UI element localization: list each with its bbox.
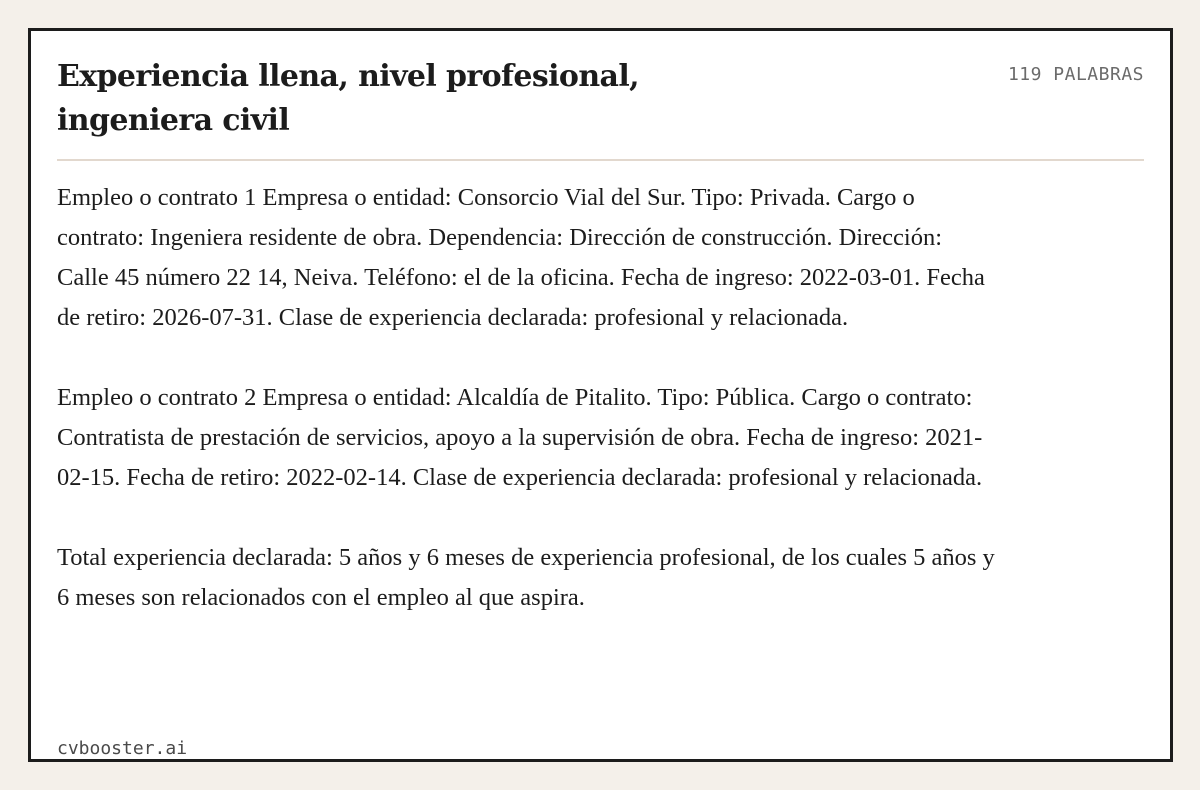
word-count-label: 119 PALABRAS	[1007, 64, 1144, 85]
paragraph-employment-2: Empleo o contrato 2 Empresa o entidad: Alcaldía de Pitalito. Tipo: Pública. Cargo o contrato: Contratista de prestación de servicios, apoyo a la supervisión de obra. Fecha de ingreso: 2021-02-15. Fecha de retiro: 2022-02-14. Clase de experiencia declarada: profesional y relacionada.	[57, 384, 983, 491]
document-body	[57, 178, 997, 618]
document-card	[28, 28, 1173, 762]
paragraph-employment-1: Empleo o contrato 1 Empresa o entidad: Consorcio Vial del Sur. Tipo: Privada. Cargo o contrato: Ingeniera residente de obra. Dependencia: Dirección de construcción. Dirección: Calle 45 número 22 14, Neiva. Teléfono: el de la oficina. Fecha de ingreso: 2022-03-01. Fecha de retiro: 2026-07-31. Clase de experiencia declarada: profesional y relacionada.	[57, 184, 985, 331]
footer-brand: cvbooster.ai	[57, 738, 188, 759]
header-divider	[57, 159, 1144, 161]
document-title: Experiencia llena, nivel profesional, ingeniera civil	[57, 59, 640, 138]
paragraph-total-experience: Total experiencia declarada: 5 años y 6 meses de experiencia profesional, de los cuales 5 años y 6 meses son relacionados con el empleo al que aspira.	[57, 544, 995, 611]
